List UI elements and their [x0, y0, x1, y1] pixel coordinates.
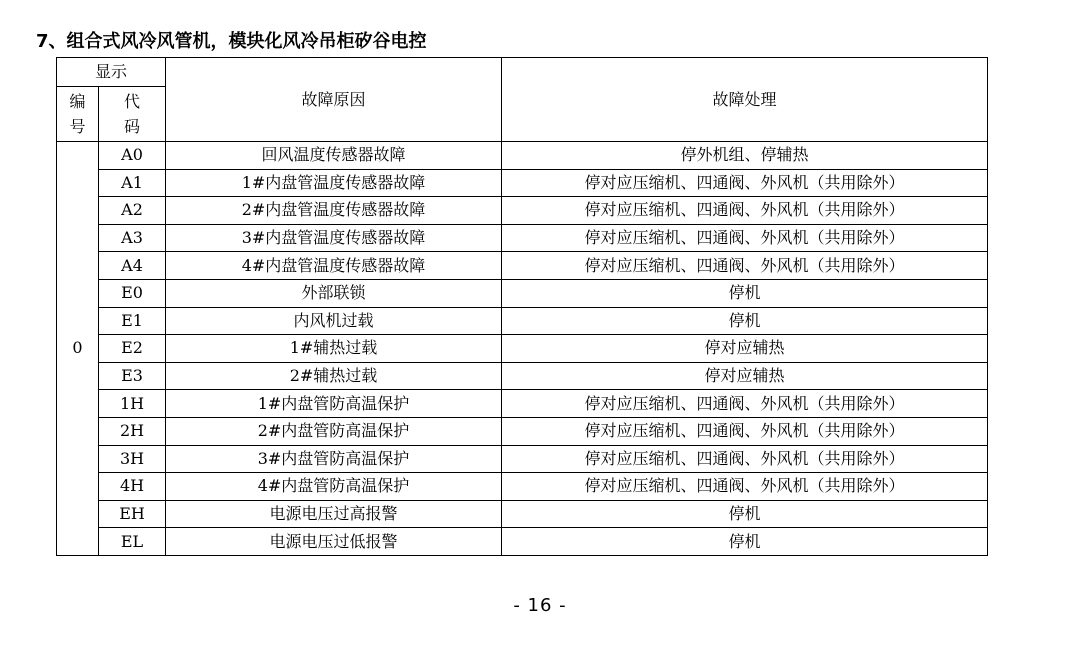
code-cell: 3H	[99, 445, 166, 473]
table-row	[57, 528, 988, 556]
cause-cell: 2#辅热过载	[166, 362, 502, 390]
display-header: 显示	[57, 58, 166, 87]
code-header-char: 代	[124, 92, 141, 111]
header-row-top	[57, 58, 988, 87]
table-row	[57, 142, 988, 170]
code-cell: E2	[99, 335, 166, 363]
table-row	[57, 445, 988, 473]
cause-cell: 1#内盘管防高温保护	[166, 390, 502, 418]
action-header: 故障处理	[502, 58, 988, 142]
cause-cell: 4#内盘管温度传感器故障	[166, 252, 502, 280]
code-header	[99, 87, 166, 142]
code-cell: EL	[99, 528, 166, 556]
action-cell: 停对应辅热	[502, 362, 988, 390]
cause-cell: 电源电压过高报警	[166, 500, 502, 528]
action-cell: 停机	[502, 528, 988, 556]
code-cell: A1	[99, 169, 166, 197]
table-row	[57, 307, 988, 335]
cause-cell: 2#内盘管防高温保护	[166, 417, 502, 445]
action-cell: 停对应压缩机、四通阀、外风机（共用除外）	[502, 169, 988, 197]
cause-cell: 1#内盘管温度传感器故障	[166, 169, 502, 197]
cause-cell: 外部联锁	[166, 279, 502, 307]
table-row	[57, 417, 988, 445]
code-cell: A2	[99, 197, 166, 225]
number-header	[57, 87, 99, 142]
action-cell: 停机	[502, 500, 988, 528]
cause-cell: 4#内盘管防高温保护	[166, 473, 502, 501]
number-header-char: 编	[69, 92, 86, 111]
action-cell: 停机	[502, 307, 988, 335]
code-cell: E1	[99, 307, 166, 335]
table-row	[57, 362, 988, 390]
table-row	[57, 279, 988, 307]
action-cell: 停对应压缩机、四通阀、外风机（共用除外）	[502, 390, 988, 418]
table-row	[57, 224, 988, 252]
code-cell: A4	[99, 252, 166, 280]
code-cell: E3	[99, 362, 166, 390]
cause-header: 故障原因	[166, 58, 502, 142]
table-row	[57, 169, 988, 197]
action-cell: 停机	[502, 279, 988, 307]
table-row	[57, 500, 988, 528]
code-cell: EH	[99, 500, 166, 528]
table-row	[57, 473, 988, 501]
action-cell: 停对应辅热	[502, 335, 988, 363]
fault-code-table	[56, 57, 988, 556]
cause-cell: 3#内盘管温度传感器故障	[166, 224, 502, 252]
action-cell: 停对应压缩机、四通阀、外风机（共用除外）	[502, 445, 988, 473]
action-cell: 停对应压缩机、四通阀、外风机（共用除外）	[502, 197, 988, 225]
cause-cell: 2#内盘管温度传感器故障	[166, 197, 502, 225]
code-cell: A3	[99, 224, 166, 252]
code-header-char: 码	[124, 117, 141, 136]
code-cell: 1H	[99, 390, 166, 418]
table-row	[57, 390, 988, 418]
action-cell: 停对应压缩机、四通阀、外风机（共用除外）	[502, 252, 988, 280]
number-header-char: 号	[69, 117, 86, 136]
cause-cell: 内风机过载	[166, 307, 502, 335]
action-cell: 停对应压缩机、四通阀、外风机（共用除外）	[502, 224, 988, 252]
code-cell: 4H	[99, 473, 166, 501]
code-cell: 2H	[99, 417, 166, 445]
cause-cell: 回风温度传感器故障	[166, 142, 502, 170]
cause-cell: 1#辅热过载	[166, 335, 502, 363]
number-cell: 0	[57, 142, 99, 556]
page-number: - 16 -	[513, 595, 567, 616]
action-cell: 停外机组、停辅热	[502, 142, 988, 170]
cause-cell: 电源电压过低报警	[166, 528, 502, 556]
action-cell: 停对应压缩机、四通阀、外风机（共用除外）	[502, 417, 988, 445]
table-row	[57, 252, 988, 280]
table-row	[57, 197, 988, 225]
code-cell: E0	[99, 279, 166, 307]
cause-cell: 3#内盘管防高温保护	[166, 445, 502, 473]
code-cell: A0	[99, 142, 166, 170]
table-row	[57, 335, 988, 363]
action-cell: 停对应压缩机、四通阀、外风机（共用除外）	[502, 473, 988, 501]
section-title: 7、组合式风冷风管机，模块化风冷吊柜矽谷电控	[36, 31, 427, 52]
